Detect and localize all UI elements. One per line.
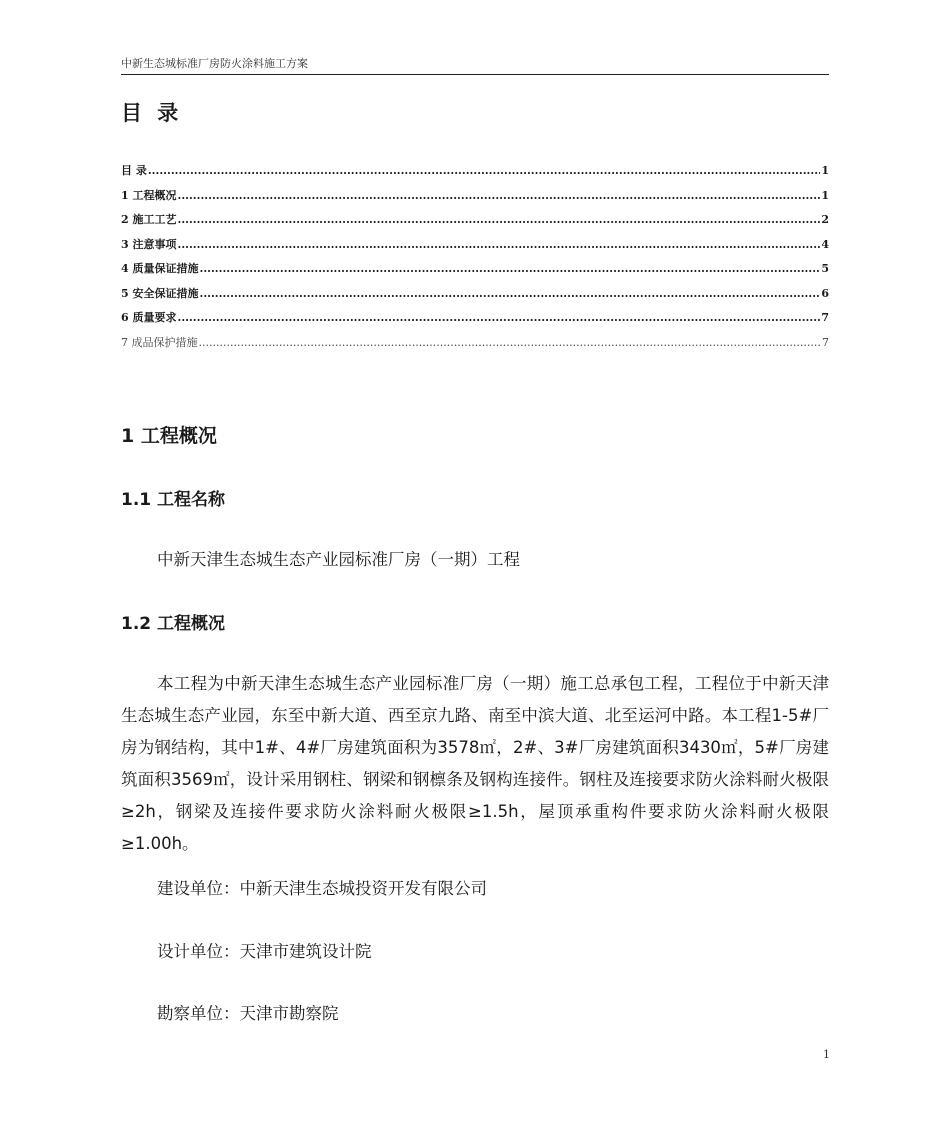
toc-entry-page: 4 bbox=[821, 237, 829, 251]
survey-unit-text: 勘察单位：天津市勘察院 bbox=[157, 1004, 339, 1023]
section-heading: 1 工程概况 bbox=[121, 425, 217, 447]
project-name-text: 中新天津生态城生态产业园标准厂房（一期）工程 bbox=[157, 550, 520, 569]
subsection-heading: 1.2 工程概况 bbox=[121, 614, 226, 634]
toc-leader-dots bbox=[177, 187, 820, 205]
toc-entry-page: 7 bbox=[822, 335, 829, 349]
toc-entry-label: 目 录 bbox=[121, 164, 147, 177]
toc-entry[interactable] bbox=[121, 211, 829, 236]
toc-title: 目 录 bbox=[121, 101, 183, 125]
toc-leader-dots bbox=[199, 260, 820, 278]
toc-entry-page: 2 bbox=[821, 213, 829, 226]
toc-entry-label: 7 成品保护措施 bbox=[121, 335, 198, 349]
running-header bbox=[121, 57, 829, 75]
toc-leader-dots bbox=[199, 334, 822, 352]
toc-leader-dots bbox=[199, 285, 820, 303]
toc-entry[interactable] bbox=[121, 236, 829, 261]
toc-leader-dots bbox=[177, 236, 820, 254]
subsection-heading: 1.1 工程名称 bbox=[121, 490, 226, 510]
toc-entry-label: 4 质量保证措施 bbox=[121, 262, 199, 275]
toc-entry[interactable] bbox=[121, 260, 829, 285]
design-unit-text: 设计单位：天津市建筑设计院 bbox=[157, 942, 372, 961]
toc-entry[interactable] bbox=[121, 334, 829, 359]
toc-entry-label: 3 注意事项 bbox=[121, 237, 177, 251]
toc-entry-page: 1 bbox=[821, 164, 829, 177]
toc-entry[interactable] bbox=[121, 187, 829, 212]
toc-entry[interactable] bbox=[121, 162, 829, 187]
project-overview-text: 本工程为中新天津生态城生态产业园标准厂房（一期）施工总承包工程，工程位于中新天津生态城生态产业园，东至中新大道、西至京九路、南至中滨大道、北至运河中路。本工程1-5#厂房为钢结构，其中1#、4#厂房建筑面积为3578㎡，2#、3#厂房建筑面积3430㎡，5#厂房建筑面积3569㎡，设计采用钢柱、钢梁和钢檩条及钢构连接件。钢柱及连接要求防火涂料耐火极限≥2h，钢梁及连接件要求防火涂料耐火极限≥1.5h，屋顶承重构件要求防火涂料耐火极限≥1.00h。 bbox=[121, 674, 829, 853]
toc-entry-label: 1 工程概况 bbox=[121, 188, 177, 202]
toc-leader-dots bbox=[148, 162, 821, 180]
toc-entry-label: 6 质量要求 bbox=[121, 311, 177, 324]
page-number: 1 bbox=[823, 1048, 830, 1061]
toc-entry[interactable] bbox=[121, 309, 829, 334]
table-of-contents bbox=[121, 162, 829, 358]
toc-entry-label: 5 安全保证措施 bbox=[121, 286, 199, 300]
toc-entry-page: 1 bbox=[821, 188, 829, 202]
owner-unit-text: 建设单位：中新天津生态城投资开发有限公司 bbox=[157, 879, 487, 898]
toc-leader-dots bbox=[177, 309, 820, 327]
toc-entry-page: 6 bbox=[821, 286, 829, 300]
toc-entry[interactable] bbox=[121, 285, 829, 310]
toc-entry-page: 7 bbox=[821, 311, 829, 324]
toc-leader-dots bbox=[177, 211, 820, 229]
toc-entry-label: 2 施工工艺 bbox=[121, 213, 177, 226]
toc-entry-page: 5 bbox=[821, 262, 829, 275]
header-title: 中新生态城标准厂房防火涂料施工方案 bbox=[121, 57, 308, 70]
